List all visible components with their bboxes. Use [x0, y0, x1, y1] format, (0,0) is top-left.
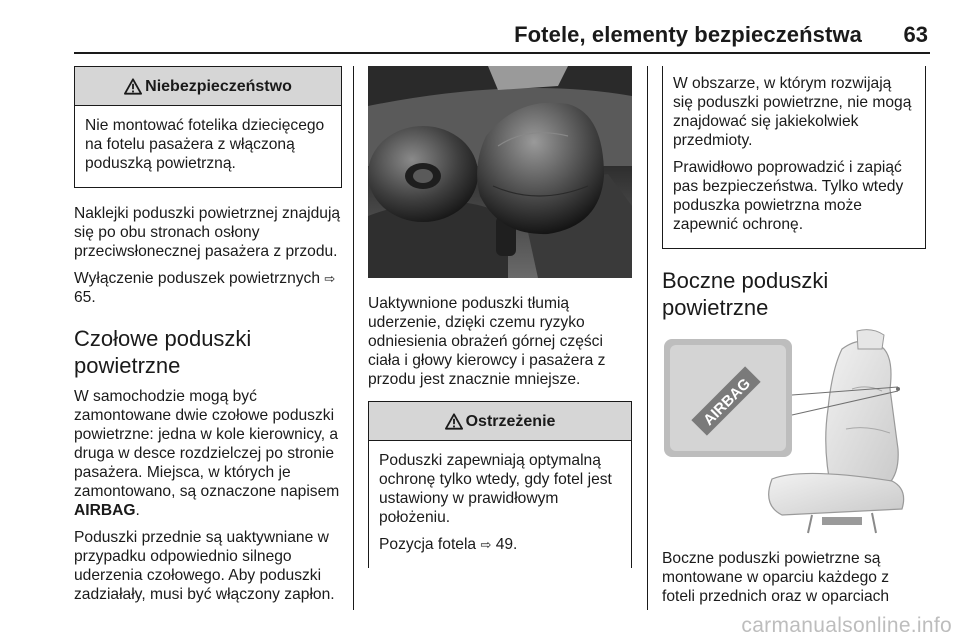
airbag-disable-page-ref[interactable]: 65.	[74, 289, 96, 306]
deployed-airbags-caption: Uaktywnione poduszki tłumią uderzenie, dzięki czemu ryzyko odniesienia obrażeń górnej części ciała i głowy kierowcy i pasażera z przodu jest znacznie mniejsze.	[368, 295, 606, 388]
chapter-title: Fotele, elementy bezpieczeństwa	[514, 22, 862, 47]
side-airbags-paragraph: Boczne poduszki powietrzne są montowane w oparciu każdego z foteli przednich oraz w oparciach	[662, 550, 890, 605]
warning-notice-text-1: Poduszki zapewniają optymalną ochronę tylko wtedy, gdy fotel jest ustawiony w prawidłowym położeniu.	[379, 452, 612, 526]
front-airbags-paragraph-end: .	[135, 502, 140, 519]
warning-notice-text-2	[379, 535, 621, 554]
watermark: carmanualsonline.info	[741, 614, 952, 637]
column-3	[662, 66, 926, 614]
danger-notice-title: Niebezpieczeństwo	[145, 77, 292, 95]
seat-position-text: Pozycja fotela	[379, 536, 477, 553]
xref-arrow-icon: ⇨	[324, 271, 336, 286]
danger-notice-heading	[75, 67, 341, 106]
page-header	[74, 22, 930, 50]
warning-notice-continued	[662, 66, 926, 249]
xref-arrow-icon: ⇨	[480, 537, 492, 552]
page-number: 63	[903, 22, 928, 47]
seat-position-page-ref[interactable]: 49.	[495, 536, 518, 553]
front-airbags-paragraph-2: Poduszki przednie są uaktywniane w przypadku odpowiednio silnego uderzenia czołowego. Aby poduszki zadziałały, musi być włączony zapłon.	[74, 529, 335, 603]
front-airbags-paragraph-1	[74, 387, 342, 520]
side-airbags-title: Boczne poduszki powietrzne	[662, 268, 829, 320]
header-rule	[74, 52, 930, 54]
seat-airbag-label-illustration	[662, 329, 926, 539]
warning-continued-text-1: W obszarze, w którym rozwijają się poduszki powietrzne, nie mogą znajdować się jakiekolwiek przedmioty.	[673, 75, 912, 149]
front-airbags-text-1: W samochodzie mogą być zamontowane dwie czołowe poduszki powietrzne: jedna w kole kierownicy, a druga w desce rozdzielczej po stronie pasażera. Miejsca, w których je zamontowano, są oznaczone napisem	[74, 388, 340, 500]
warning-triangle-icon	[445, 413, 463, 430]
warning-triangle-icon	[124, 78, 142, 95]
warning-notice-title: Ostrzeżenie	[465, 412, 556, 430]
column-1	[74, 66, 342, 612]
danger-notice	[74, 66, 342, 188]
warning-notice-heading	[369, 402, 631, 441]
airbag-disable-text: Wyłączenie poduszek powietrznych	[74, 270, 321, 287]
airbag-tag-label: AIRBAG	[700, 375, 754, 429]
warning-notice	[368, 401, 632, 568]
airbag-keyword: AIRBAG	[74, 502, 136, 519]
airbag-labels-paragraph: Naklejki poduszki powietrznej znajdują się po obu stronach osłony przeciwsłonecznej pasażera z przodu.	[74, 205, 341, 260]
front-airbags-title: Czołowe poduszki powietrzne	[74, 326, 252, 378]
warning-continued-text-2: Prawidłowo poprowadzić i zapiąć pas bezpieczeństwa. Tylko wtedy poduszka powietrzna może zapewnić ochronę.	[673, 159, 904, 233]
deployed-airbags-photo	[368, 66, 632, 278]
column-divider-left	[353, 66, 354, 610]
column-divider-right	[647, 66, 648, 610]
danger-notice-text: Nie montować fotelika dziecięcego na fotelu pasażera z włączoną poduszką powietrzną.	[85, 117, 325, 172]
airbag-disable-paragraph	[74, 269, 342, 307]
column-2	[368, 66, 632, 568]
